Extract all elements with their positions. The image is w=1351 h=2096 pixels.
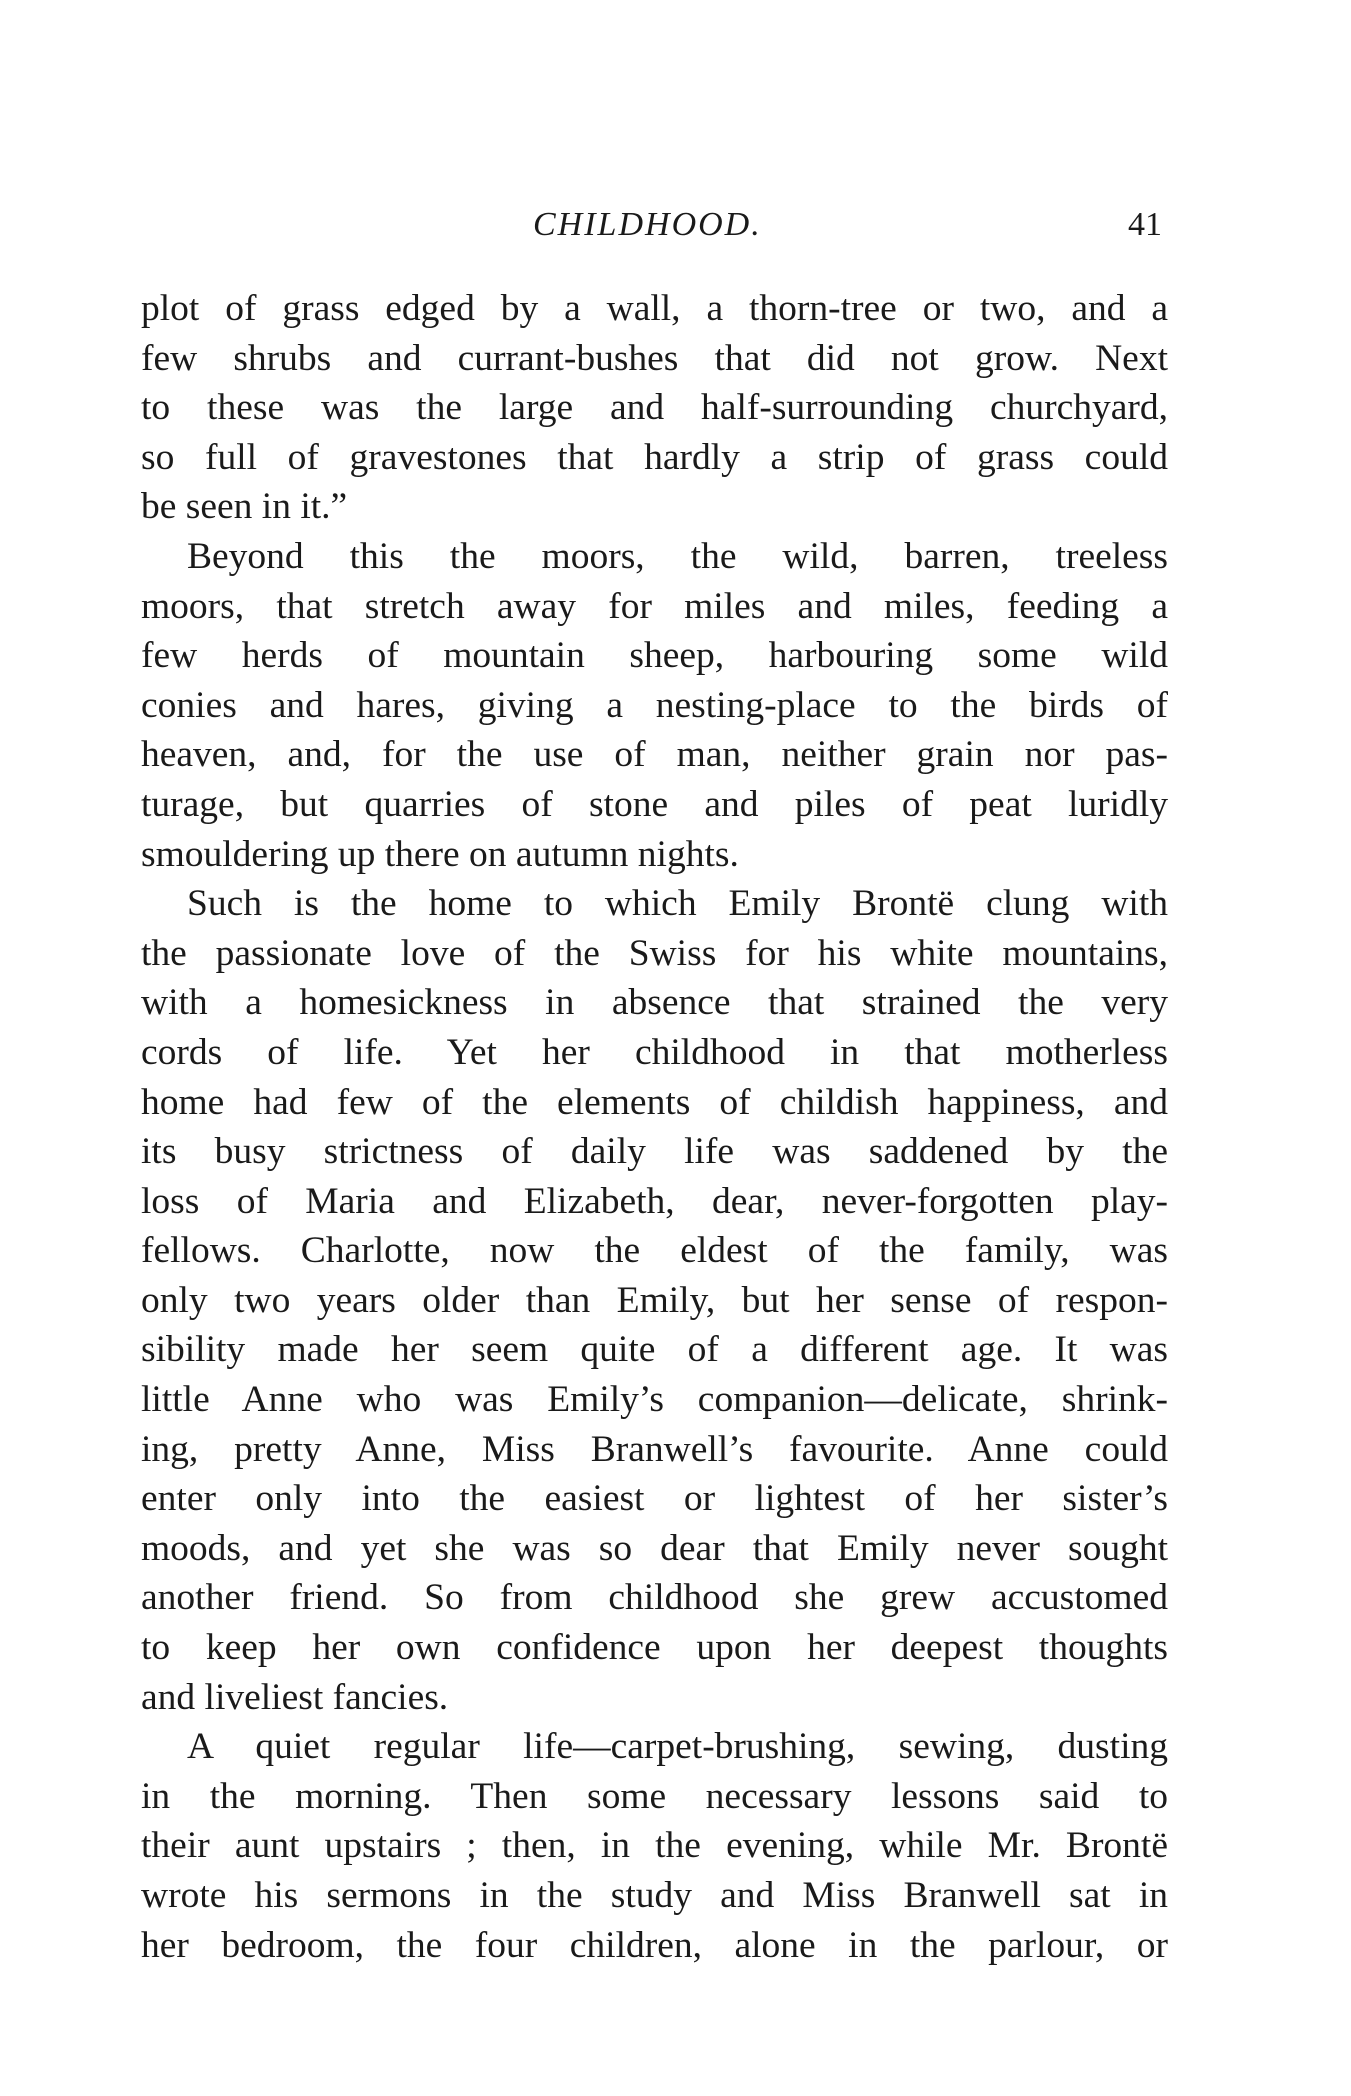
text-line: their aunt upstairs ; then, in the evening, while Mr. Brontë — [141, 1825, 1168, 1867]
text-line: its busy strictness of daily life was saddened by the — [141, 1131, 1168, 1173]
text-line: turage, but quarries of stone and piles of peat luridly — [141, 783, 1168, 825]
text-line: ing, pretty Anne, Miss Branwell’s favourite. Anne could — [141, 1428, 1168, 1470]
text-line: to keep her own confidence upon her deepest thoughts — [141, 1627, 1168, 1669]
text-line: to these was the large and half-surrounding churchyard, — [141, 387, 1168, 429]
text-line: Beyond this the moors, the wild, barren, treeless — [187, 535, 1168, 577]
text-line: heaven, and, for the use of man, neither grain nor pas- — [141, 734, 1168, 776]
text-line: and liveliest fancies. — [141, 1676, 449, 1718]
text-line: plot of grass edged by a wall, a thorn-tree or two, and a — [141, 288, 1168, 329]
text-line: moods, and yet she was so dear that Emily never sought — [141, 1527, 1168, 1569]
text-line: loss of Maria and Elizabeth, dear, never-forgotten play- — [141, 1180, 1168, 1222]
text-line: the passionate love of the Swiss for his white mountains, — [141, 932, 1168, 974]
text-line: Such is the home to which Emily Brontë clung with — [187, 883, 1168, 925]
text-line: her bedroom, the four children, alone in the parlour, or — [141, 1924, 1168, 1966]
body-text — [141, 284, 1168, 1970]
text-line: wrote his sermons in the study and Miss Branwell sat in — [141, 1875, 1168, 1916]
text-line: A quiet regular life—carpet-brushing, sewing, dusting — [187, 1726, 1168, 1768]
text-line: only two years older than Emily, but her sense of respon- — [141, 1279, 1168, 1321]
text-line: be seen in it.” — [141, 486, 348, 528]
text-line: another friend. So from childhood she grew accustomed — [141, 1577, 1168, 1619]
text-line: moors, that stretch away for miles and miles, feeding a — [141, 585, 1168, 627]
text-line: enter only into the easiest or lightest of her sister’s — [141, 1478, 1168, 1520]
text-line: with a homesickness in absence that strained the very — [141, 982, 1168, 1024]
text-line: little Anne who was Emily’s companion—delicate, shrink- — [141, 1379, 1168, 1421]
text-line: home had few of the elements of childish happiness, and — [141, 1081, 1168, 1123]
text-line: fellows. Charlotte, now the eldest of the family, was — [141, 1230, 1168, 1272]
text-line: sibility made her seem quite of a different age. It was — [141, 1329, 1168, 1371]
text-line: smouldering up there on autumn nights. — [141, 833, 739, 875]
page-number: 41 — [1128, 206, 1162, 243]
running-header: CHILDHOOD. — [533, 206, 762, 243]
text-line: cords of life. Yet her childhood in that motherless — [141, 1031, 1168, 1073]
text-line: in the morning. Then some necessary lessons said to — [141, 1775, 1168, 1817]
text-line: few shrubs and currant-bushes that did not grow. Next — [141, 337, 1168, 379]
text-line: few herds of mountain sheep, harbouring some wild — [141, 635, 1168, 677]
text-line: so full of gravestones that hardly a strip of grass could — [141, 436, 1168, 478]
text-line: conies and hares, giving a nesting-place to the birds of — [141, 684, 1168, 726]
